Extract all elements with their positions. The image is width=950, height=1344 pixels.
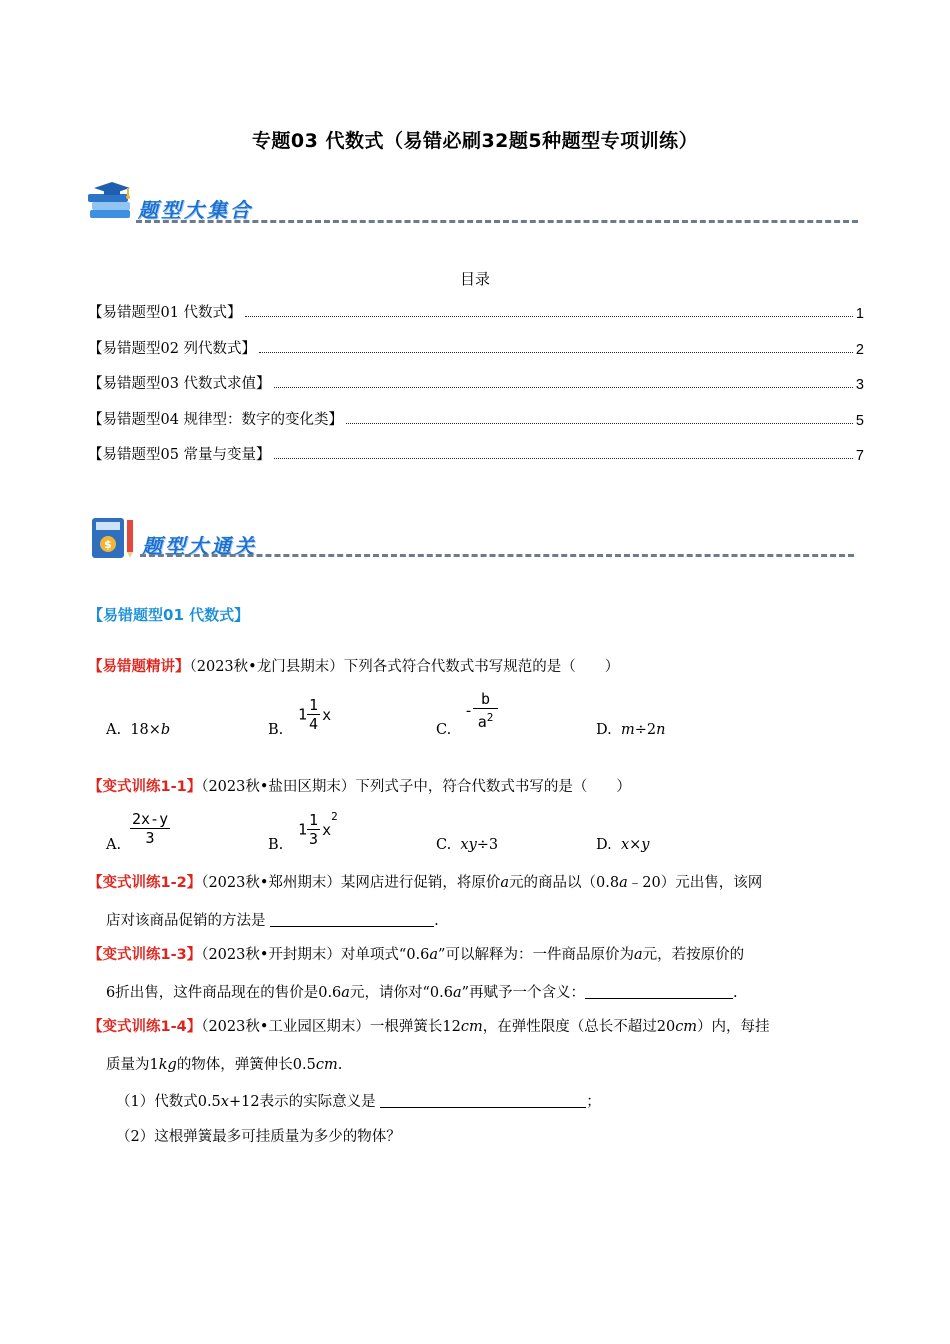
option-label: C.	[436, 837, 452, 853]
question-2-line2	[106, 910, 439, 932]
section-heading: 【易错题型01 代数式】	[88, 606, 250, 624]
question-text: 元，若按原价的	[642, 947, 745, 963]
question-text: 6折出售，这件商品现在的售价是0.6	[106, 985, 342, 1001]
unit-cm: cm	[315, 1057, 338, 1073]
question-4-sub2	[116, 1126, 401, 1148]
banner1-text: 题型大集合	[138, 198, 253, 222]
q0-option-a[interactable]	[106, 722, 170, 738]
question-text: （2023秋•工业园区期末）一根弹簧长12	[201, 1019, 461, 1035]
fraction: $\frac{b}{a^2}$	[473, 690, 498, 731]
fraction: $\frac{2x-y}{3}$	[132, 810, 169, 847]
books-graduation-cap-icon	[86, 180, 136, 224]
option-text: ÷2	[634, 722, 657, 738]
toc-item[interactable]	[88, 336, 864, 358]
option-var: x	[322, 705, 332, 724]
question-text: 的物体，弹簧伸长0.5	[176, 1057, 316, 1073]
toc-item[interactable]	[88, 300, 864, 322]
page-title: 专题03 代数式（易错必刷32题5种题型专项训练）	[251, 130, 699, 152]
option-var: xy	[460, 837, 477, 853]
toc-item[interactable]	[88, 371, 864, 393]
question-3	[88, 944, 744, 966]
toc-item-page: 1	[855, 306, 864, 322]
minus-sign: -	[464, 701, 474, 720]
banner1-divider	[136, 220, 858, 223]
svg-text:$: $	[104, 538, 112, 551]
unit-cm: cm	[675, 1019, 698, 1035]
mixed-whole: 1	[298, 705, 308, 724]
toc-leader-dots	[346, 423, 853, 424]
option-label: D.	[596, 837, 612, 853]
var-a: a	[633, 947, 643, 963]
question-text: ”可以解释为：一件商品原价为	[438, 947, 634, 963]
q1-option-b-expr	[298, 810, 338, 848]
option-var: x	[620, 837, 630, 853]
question-4-sub1	[116, 1091, 601, 1113]
question-tag: 【变式训练1-1】	[88, 779, 202, 795]
q1-option-b[interactable]	[268, 837, 283, 853]
fraction: $\frac{1}{3}$	[309, 811, 319, 848]
answer-blank[interactable]	[270, 912, 434, 927]
toc-item-label: 【易错题型04 规律型：数字的变化类】	[88, 412, 344, 428]
question-4	[88, 1016, 770, 1038]
question-text: （2023秋•盐田区期末）下列式子中，符合代数式书写的是（ ）	[201, 779, 631, 795]
toc-item[interactable]	[88, 442, 864, 464]
option-label: B.	[268, 722, 284, 738]
q1-option-d[interactable]	[596, 837, 649, 853]
question-text: 元，请你对“0.6	[349, 985, 453, 1001]
question-text: ，在弹性限度（总长不超过20	[482, 1019, 676, 1035]
question-text: .	[337, 1057, 343, 1073]
question-text: ”再赋予一个含义：	[461, 985, 586, 1001]
question-text: ；	[586, 1094, 601, 1110]
exponent: 2	[331, 810, 338, 823]
var-a: a	[500, 875, 510, 891]
toc-item-label: 【易错题型02 列代数式】	[88, 341, 257, 357]
toc-leader-dots	[245, 316, 853, 317]
var-a: a	[452, 985, 462, 1001]
question-1	[88, 776, 631, 798]
toc-item-label: 【易错题型03 代数式求值】	[88, 376, 271, 392]
toc-item-page: 2	[855, 342, 864, 358]
mixed-whole: 1	[298, 820, 308, 839]
q0-option-b-expr	[298, 696, 331, 733]
option-label: B.	[268, 837, 284, 853]
answer-blank[interactable]	[585, 984, 733, 999]
toc-leader-dots	[274, 387, 853, 388]
q0-option-c-expr	[464, 690, 498, 731]
toc-item[interactable]	[88, 407, 864, 429]
question-text: 元的商品以（0.8	[509, 875, 620, 891]
question-tag: 【易错题精讲】	[88, 659, 190, 675]
toc-leader-dots	[259, 352, 853, 353]
unit-kg: kg	[158, 1057, 177, 1073]
question-text: ﹣20）元出售，该网	[627, 875, 763, 891]
question-0	[88, 656, 619, 678]
toc-leader-dots	[274, 458, 853, 459]
option-label: D.	[596, 722, 612, 738]
option-var: y	[641, 837, 650, 853]
q1-option-a[interactable]	[106, 837, 121, 853]
question-text: +12表示的实际意义是	[228, 1094, 376, 1110]
banner2-divider	[140, 554, 854, 557]
calculator-pencil-icon	[90, 514, 136, 560]
option-label: A.	[106, 837, 122, 853]
var-a: a	[619, 875, 628, 891]
banner2-text: 题型大通关	[142, 534, 257, 558]
var-x: x	[220, 1094, 229, 1110]
var-a: a	[341, 985, 350, 1001]
question-tag: 【变式训练1-2】	[88, 875, 202, 891]
q1-option-c[interactable]	[436, 837, 498, 853]
toc-item-label: 【易错题型01 代数式】	[88, 305, 242, 321]
option-text: ×	[629, 837, 642, 853]
fraction: $\frac{1}{4}$	[309, 696, 319, 733]
question-text: .	[434, 913, 439, 929]
option-var: n	[656, 722, 666, 738]
toc-heading: 目录	[459, 270, 490, 288]
toc-item-page: 5	[855, 413, 864, 429]
unit-cm: cm	[460, 1019, 483, 1035]
q1-option-a-expr	[130, 810, 170, 847]
question-text: （2023秋•郑州期末）某网店进行促销，将原价	[201, 875, 501, 891]
option-text: 18×	[130, 722, 161, 738]
option-var: x	[322, 820, 332, 839]
q0-option-d[interactable]	[596, 722, 665, 738]
option-text: ÷3	[476, 837, 499, 853]
question-tag: 【变式训练1-3】	[88, 947, 202, 963]
question-text: （2）这根弹簧最多可挂质量为多少的物体？	[116, 1129, 401, 1145]
toc-item-label: 【易错题型05 常量与变量】	[88, 447, 271, 463]
option-var: b	[160, 722, 171, 738]
option-label: A.	[106, 722, 122, 738]
question-text: （2023秋•龙门县期末）下列各式符合代数式书写规范的是（ ）	[189, 659, 620, 675]
question-tag: 【变式训练1-4】	[88, 1019, 202, 1035]
question-text: （1）代数式0.5	[116, 1094, 221, 1110]
question-text: （2023秋•开封期末）对单项式“0.6	[201, 947, 430, 963]
banner-question-types-practice	[86, 512, 866, 562]
question-4-line2	[106, 1054, 342, 1076]
banner-question-types-collection	[86, 180, 866, 226]
question-text: 质量为1	[106, 1057, 159, 1073]
var-a: a	[429, 947, 439, 963]
question-text: ）内，每挂	[697, 1019, 770, 1035]
q0-option-b[interactable]	[268, 722, 283, 738]
toc-item-page: 3	[855, 377, 864, 393]
option-var: m	[620, 722, 635, 738]
q0-option-c[interactable]	[436, 722, 451, 738]
question-text: 店对该商品促销的方法是	[106, 913, 266, 929]
question-3-line2	[106, 982, 738, 1004]
question-2	[88, 872, 762, 894]
question-text: .	[733, 985, 738, 1001]
option-label: C.	[436, 722, 452, 738]
answer-blank[interactable]	[380, 1093, 586, 1108]
toc-item-page: 7	[855, 448, 864, 464]
